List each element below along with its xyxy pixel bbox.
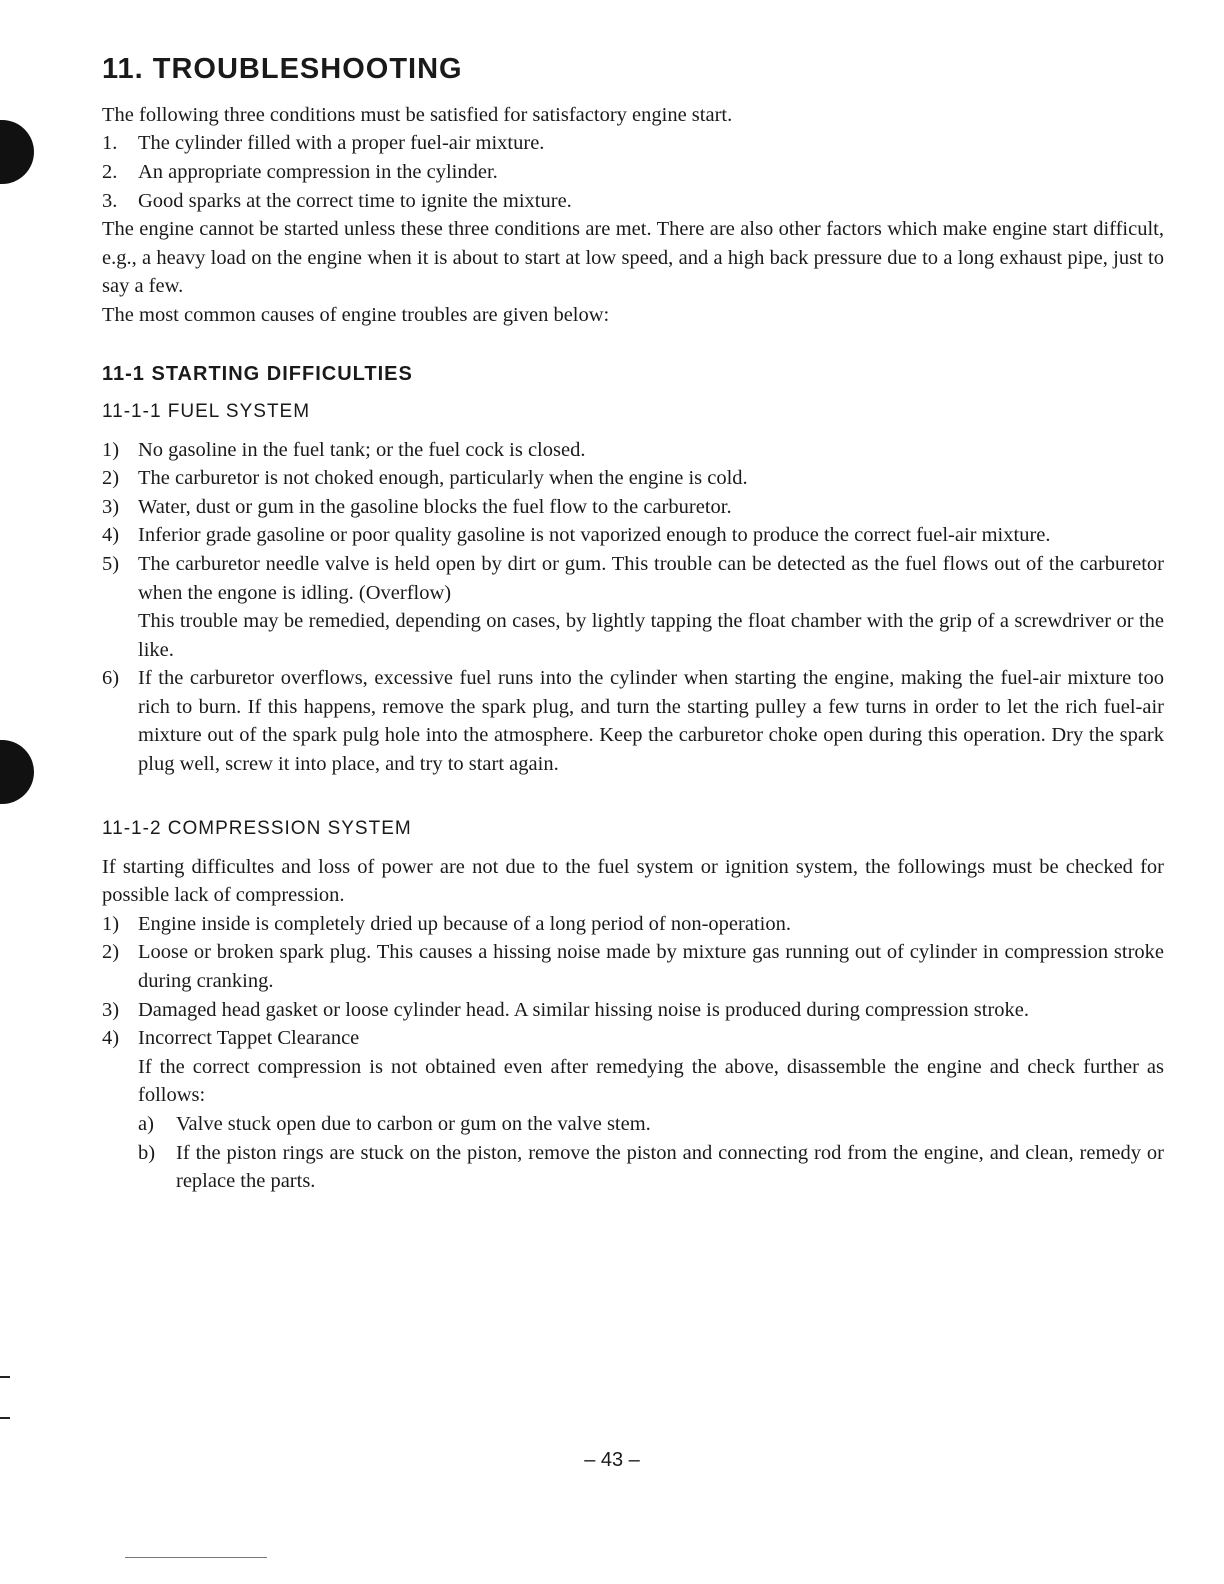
intro-text: The following three conditions must be satisfied for satisfactory engine start. bbox=[102, 103, 733, 126]
sub-list-item: b) If the piston rings are stuck on the piston, remove the piston and connecting rod from the engine, and clean, remedy or replace the parts. bbox=[138, 1141, 1164, 1193]
list-item: 4) Incorrect Tappet Clearance If the correct compression is not obtained even after remedying the above, disassemble the engine and check further as follows: a) Valve stuck open due to carbon or gum on the valve stem. b) If the piston rings are stuck on the piston, remove the piston and connecting rod from the engine, and clean, remedy or replace the parts. bbox=[102, 1024, 1164, 1196]
list-item: 2. An appropriate compression in the cylinder. bbox=[102, 160, 498, 183]
compression-intro: If starting difficultes and loss of power are not due to the fuel system or ignition system, the followings must be checked for possible lack of compression. bbox=[102, 855, 1164, 907]
list-item: 6) If the carburetor overflows, excessive fuel runs into the cylinder when starting the engine, making the fuel-air mixture too rich to burn. If this happens, remove the spark plug, and turn the starting pulley a few turns in order to let the rich fuel-air mixture out of the spark pulg hole into the atmosphere. Keep the carburetor choke open during this operation. Dry the spark plug well, screw it into place, and try to start again. bbox=[102, 667, 1164, 776]
list-item: 3) Damaged head gasket or loose cylinder head. A similar hissing noise is produced during compression stroke. bbox=[102, 998, 1029, 1021]
item-text: The carburetor needle valve is held open by dirt or gum. This trouble can be detected as the fuel flows out of the carburetor when the engone is idling. (Overflow) bbox=[138, 552, 1164, 604]
list-item: 5) The carburetor needle valve is held open by dirt or gum. This trouble can be detected as the fuel flows out of the carburetor when the engone is idling. (Overflow) This trouble may be remedied, depending on cases, by lightly tapping the float chamber with the grip of a screwdriver or the like. bbox=[102, 552, 1164, 661]
list-item: 4) Inferior grade gasoline or poor quality gasoline is not vaporized enough to produce the correct fuel-air mixture. bbox=[102, 524, 1051, 547]
page-number: – 43 – bbox=[584, 1449, 640, 1471]
sub-list bbox=[138, 1110, 1164, 1196]
list-item: 1. The cylinder filled with a proper fuel-air mixture. bbox=[102, 132, 545, 155]
fuel-system-list bbox=[102, 436, 1164, 779]
document-page bbox=[102, 52, 1164, 1196]
subsection-heading-fuel-system: 11-1-1 FUEL SYSTEM bbox=[102, 400, 311, 422]
list-item: 1) Engine inside is completely dried up because of a long period of non-operation. bbox=[102, 912, 791, 935]
item-detail: If the correct compression is not obtained even after remedying the above, disassemble the engine and check further as follows: bbox=[138, 1055, 1164, 1107]
subsection-heading-compression-system: 11-1-2 COMPRESSION SYSTEM bbox=[102, 817, 412, 839]
compression-list bbox=[102, 910, 1164, 1196]
list-item: 2) Loose or broken spark plug. This causes a hissing noise made by mixture gas running out of cylinder in compression stroke during cranking. bbox=[102, 941, 1164, 993]
item-text: Incorrect Tappet Clearance bbox=[138, 1027, 360, 1050]
list-item: 3) Water, dust or gum in the gasoline blocks the fuel flow to the carburetor. bbox=[102, 495, 732, 518]
section-heading-starting-difficulties: 11-1 STARTING DIFFICULTIES bbox=[102, 362, 413, 385]
margin-mark bbox=[0, 1376, 10, 1378]
list-item: 3. Good sparks at the correct time to ignite the mixture. bbox=[102, 189, 572, 212]
conditions-list bbox=[102, 129, 1164, 215]
margin-mark bbox=[0, 1417, 10, 1419]
intro-paragraph-2: The engine cannot be started unless these three conditions are met. There are also other factors which make engine start difficult, e.g., a heavy load on the engine when it is about to start at low speed, and a high back pressure due to a long exhaust pipe, just to say a few. bbox=[102, 218, 1164, 298]
page-title: 11. TROUBLESHOOTING bbox=[102, 53, 463, 85]
binder-hole-middle bbox=[0, 740, 34, 804]
binder-hole-top bbox=[0, 120, 34, 184]
sub-list-item: a) Valve stuck open due to carbon or gum on the valve stem. bbox=[138, 1113, 651, 1136]
list-item: 1) No gasoline in the fuel tank; or the fuel cock is closed. bbox=[102, 438, 586, 461]
intro-paragraph-3: The most common causes of engine troubles are given below: bbox=[102, 303, 610, 326]
item-text-continued: This trouble may be remedied, depending on cases, by lightly tapping the float chamber with the grip of a screwdriver or the like. bbox=[138, 610, 1164, 661]
list-item: 2) The carburetor is not choked enough, particularly when the engine is cold. bbox=[102, 467, 748, 490]
footer-rule bbox=[125, 1557, 267, 1558]
